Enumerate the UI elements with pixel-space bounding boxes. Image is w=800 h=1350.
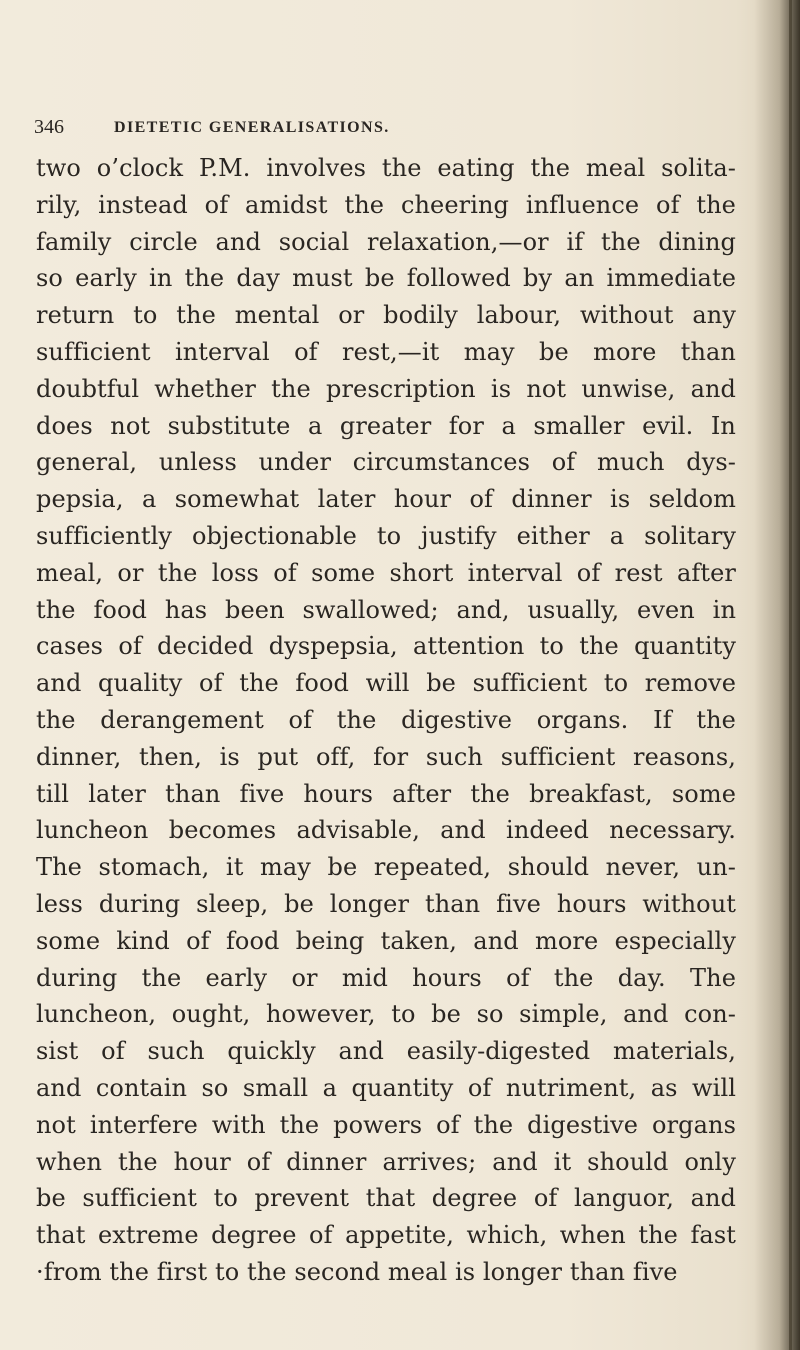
text-line: ·from the first to the second meal is longer than five <box>36 1257 678 1286</box>
running-head: DIETETIC GENERALISATIONS. <box>114 119 390 136</box>
text-line: that extreme degree of appetite, which, when the fast <box>36 1221 736 1250</box>
page-header <box>34 116 734 146</box>
text-line: be sufficient to prevent that degree of languor, and <box>36 1184 736 1213</box>
text-line: luncheon, ought, however, to be so simple, and con- <box>36 1000 736 1029</box>
text-line: The stomach, it may be repeated, should never, un- <box>36 853 736 882</box>
text-line: the food has been swallowed; and, usually, even in <box>36 595 736 624</box>
text-line: so early in the day must be followed by an immediate <box>36 264 736 293</box>
text-line: cases of decided dyspepsia, attention to the quantity <box>36 632 736 661</box>
body-text <box>36 150 736 1291</box>
text-line: pepsia, a somewhat later hour of dinner is seldom <box>36 485 736 514</box>
text-line: less during sleep, be longer than five hours without <box>36 889 736 918</box>
text-line: two o’clock P.M. involves the eating the meal solita- <box>36 154 736 182</box>
text-line: general, unless under circumstances of much dys- <box>36 448 736 477</box>
text-line: luncheon becomes advisable, and indeed necessary. <box>36 816 736 845</box>
text-line: does not substitute a greater for a smaller evil. In <box>36 411 736 440</box>
book-spine-edge <box>789 0 792 1350</box>
text-line: during the early or mid hours of the day. The <box>36 963 736 992</box>
text-line: doubtful whether the prescription is not unwise, and <box>36 374 736 403</box>
text-line: meal, or the loss of some short interval of rest after <box>36 558 736 587</box>
text-line: dinner, then, is put off, for such sufficient reasons, <box>36 742 736 771</box>
text-line: rily, instead of amidst the cheering influence of the <box>36 190 736 219</box>
text-line: the derangement of the digestive organs. If the <box>36 705 736 734</box>
text-line: when the hour of dinner arrives; and it should only <box>36 1147 736 1176</box>
page-edge-shadow <box>754 0 800 1350</box>
text-line: sufficient interval of rest,—it may be more than <box>36 337 736 366</box>
text-line: and contain so small a quantity of nutriment, as will <box>36 1073 736 1102</box>
text-line: family circle and social relaxation,—or if the dining <box>36 227 736 256</box>
text-line: sist of such quickly and easily-digested materials, <box>36 1037 736 1066</box>
text-line: sufficiently objectionable to justify either a solitary <box>36 521 736 550</box>
text-line: and quality of the food will be sufficient to remove <box>36 669 736 698</box>
text-line: some kind of food being taken, and more especially <box>36 926 736 955</box>
text-line: return to the mental or bodily labour, without any <box>36 301 736 330</box>
page-number: 346 <box>34 116 64 138</box>
text-line: till later than five hours after the breakfast, some <box>36 779 736 808</box>
text-line: not interfere with the powers of the digestive organs <box>36 1110 736 1139</box>
